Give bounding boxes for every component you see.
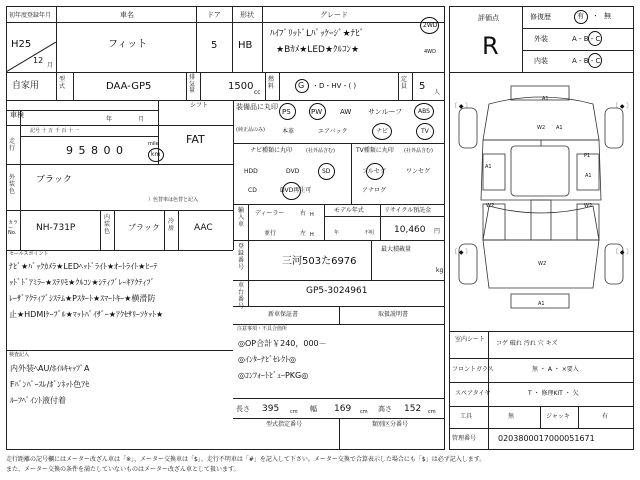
diag-w2-top: W2 xyxy=(537,125,546,131)
equip-tv: TV xyxy=(421,128,429,135)
first-reg-year: H25 xyxy=(11,39,32,50)
navi-sd: SD xyxy=(322,168,331,175)
displacement-label: 排気量 xyxy=(189,74,196,95)
diag-w2-left: W2 xyxy=(486,203,495,209)
notes-label: 注意事項・不具合箇所 xyxy=(237,326,288,332)
height-value: 152 xyxy=(404,404,422,414)
car-name-value: フィット xyxy=(108,39,148,50)
door-header: ドア xyxy=(207,11,221,19)
km-unit: km xyxy=(151,151,161,158)
diag-a1-bottom: A1 xyxy=(538,301,545,307)
model-label: 型式 xyxy=(59,76,66,90)
fuel-label: 燃料 xyxy=(268,76,275,90)
diag-w2-bottom: W2 xyxy=(538,261,547,267)
first-reg-header: 初年度登録年月 xyxy=(9,12,52,19)
class-number-label: 類別区分番号 xyxy=(372,421,409,428)
mgmt-number-label: 管理番号 xyxy=(452,435,477,442)
tools-value: 無 xyxy=(508,413,515,420)
grade-header: グレード xyxy=(320,11,348,19)
displacement-value: 1500 xyxy=(228,81,254,92)
mgmt-number-value: 0203800017000051671 xyxy=(498,434,595,443)
import-right: 右 xyxy=(300,210,307,217)
tv-analog: アナログ xyxy=(362,187,387,194)
footer-note-2: また、メーター交換の条件を満たしていないものはメーター改ざん車として扱います。 xyxy=(6,466,240,473)
color-code-label: カラーNo. xyxy=(8,220,19,236)
ac-label: 冷房 xyxy=(168,218,175,233)
sales-point-line-3: ﾚｰｻﾞｱｸﾃｨﾌﾞｼｽﾃﾑ★Pｽﾀｰﾄ★ｽﾏｰﾄｷｰ★横滑防 xyxy=(9,294,156,303)
equipment-sub: (純正品のみ) xyxy=(236,127,265,133)
drive-2wd: 2WD xyxy=(423,22,438,29)
notes-line-3: ◎ｺﾝﾌｫｰﾄﾋﾞｭｰPKG◎ xyxy=(238,371,309,380)
equip-sunroof: サンルーフ xyxy=(368,108,403,116)
tv-type-sub: (社外品含む) xyxy=(404,148,433,154)
grade-line-1: ﾊｲﾌﾞﾘｯﾄﾞLﾊﾟｯｹｰｼﾞ★ﾅﾋﾞ xyxy=(270,29,365,39)
equip-pw: PW xyxy=(311,108,323,116)
length-unit: cm xyxy=(290,409,298,415)
sales-point-line-4: 止★HDMIｹｰﾌﾞﾙ★ﾏｯﾄﾊﾞｲｻﾞｰ★ｱｸｾｻﾘｰｿｹｯﾄ★ xyxy=(9,310,164,319)
shape-value: HB xyxy=(238,40,253,51)
inspection-label: 車検 xyxy=(10,111,24,119)
equip-navi: ナビ xyxy=(376,128,389,135)
diag-a1-right: A1 xyxy=(585,173,592,179)
usage-value: 自家用 xyxy=(12,81,40,91)
model-year-label: モデル年式 xyxy=(334,207,364,214)
mileage-digits: 9 5 8 0 0 xyxy=(66,144,124,157)
reg-number-label: 登録番号 xyxy=(238,243,245,271)
jack-value: 有 xyxy=(602,413,609,420)
handle-right: H xyxy=(310,212,314,218)
color-label: 外装色 xyxy=(9,174,16,196)
sales-point-line-1: ﾅﾋﾞ★ﾊﾞｯｸｶﾒﾗ★LEDﾍｯﾄﾞﾗｲﾄ★ｵｰﾄﾗｲﾄ★ﾋｰﾃ xyxy=(9,262,158,271)
new-car-warranty: 新車保証書 xyxy=(268,311,299,318)
chassis-label: 車台番号 xyxy=(238,282,245,310)
model-year-unit: 年 xyxy=(334,230,340,236)
rating-label: 評価点 xyxy=(478,14,499,22)
equip-airbag: エアバック xyxy=(318,128,348,135)
repair-label: 修復歴 xyxy=(530,13,551,21)
model-value: DAA-GP5 xyxy=(106,81,152,92)
interior-b-circle xyxy=(588,53,602,68)
front-glass-label: フロントガラス xyxy=(452,366,494,373)
chassis-value: GP5-3024961 xyxy=(306,286,368,296)
ac-value: AAC xyxy=(194,223,213,233)
diag-bracket-tr: 〔 ◆ 〕 xyxy=(612,103,633,110)
grade-line-2: ★Bｶﾒ★LED★ｸﾙｺﾝ★ xyxy=(276,45,360,55)
equip-leather: 本革 xyxy=(282,128,295,135)
color-code-value: NH-731P xyxy=(36,223,76,233)
width-label: 幅 xyxy=(310,405,317,413)
height-label: 高さ xyxy=(378,405,392,413)
interior-sheet-items: コゲ 破れ 汚れ 穴 キズ xyxy=(496,340,558,347)
equip-ps: PS xyxy=(282,108,291,116)
footer-note-1: 走行距離の記号欄にはメーター改ざん車は「※」、メーター交換車は「$」、走行不明車は「#」を記入して下さい。メーター交換で合算表示した場合にも「$」は必ず記入します。 xyxy=(6,456,486,463)
color-change-note: ）色替車は色替と記入 xyxy=(148,197,199,203)
navi-type-title: ナビ種類に丸印 xyxy=(250,147,293,154)
import-label: 輸入車 xyxy=(238,207,245,228)
interior-color-value: ブラック xyxy=(128,223,160,232)
inspector-line-2: Fﾊﾞﾝﾊﾟｰｽﾚ/ﾎﾞﾝﾈｯﾄ色ｱｾ xyxy=(10,380,90,389)
door-value: 5 xyxy=(211,40,218,51)
length-value: 395 xyxy=(262,404,280,414)
spare-tire-value: T ・ 修理KIT ・ 欠 xyxy=(528,390,579,397)
jack-label: ジャッキ xyxy=(546,413,570,420)
notes-line-2: ◎ｲﾝﾀｰﾅﾋﾞｾﾚｸﾄ◎ xyxy=(238,355,296,364)
cc-unit: cc xyxy=(254,89,261,96)
notes-line-1: ◎OP合計￥240，000－ xyxy=(238,339,327,348)
type-number-label: 型式指定番号 xyxy=(266,421,303,428)
width-value: 169 xyxy=(334,404,352,414)
diag-a1-front: A1 xyxy=(556,125,563,131)
sales-points-label: セールスポイント xyxy=(9,251,49,257)
diag-bracket-br: 〔 ◆ 〕 xyxy=(612,249,633,256)
color-value: ブラック xyxy=(36,175,72,185)
month-unit: 月 xyxy=(47,62,54,69)
tools-label: 工具 xyxy=(460,413,473,420)
interior-color-label: 内装色 xyxy=(104,214,111,236)
handle-left: H xyxy=(310,232,314,238)
repair-no: 無 xyxy=(604,12,611,20)
diag-w2-right: W2 xyxy=(584,203,593,209)
repair-yes: 有 xyxy=(577,12,584,20)
import-dealer: ディーラー xyxy=(255,210,285,217)
exterior-label: 外装 xyxy=(534,35,548,43)
inspection-year: 年 xyxy=(106,116,113,123)
recycle-value: 10,460 xyxy=(394,225,426,235)
equip-abs: ABS xyxy=(418,108,430,115)
diag-a1-left: A1 xyxy=(485,164,492,170)
owner-manual: 取扱説明書 xyxy=(378,311,409,318)
import-parallel: 並行 xyxy=(264,230,277,237)
length-label: 長さ xyxy=(236,405,250,413)
car-damage-diagram xyxy=(449,80,634,330)
front-glass-value: 無 ・ A ・ ×要入 xyxy=(532,366,579,373)
inspector-line-3: ﾙｰﾌﾍﾟｲﾝﾄ液付着 xyxy=(10,396,66,405)
mileage-label: 走行 xyxy=(9,138,16,153)
inspection-month: 月 xyxy=(138,116,145,123)
equip-aw: AW xyxy=(340,108,352,116)
max-load-unit: kg xyxy=(436,267,444,274)
recycle-label: リサイクル預託金 xyxy=(384,207,432,214)
diag-bracket-tl: 〔 ◆ 〕 xyxy=(451,103,472,110)
inspector-label: 検査記入 xyxy=(9,352,30,358)
tv-type-title: TV種類に丸印 xyxy=(356,147,394,154)
diag-p1: P1 xyxy=(584,153,591,159)
model-year-unknown: 不明 xyxy=(364,230,375,236)
capacity-unit: 人 xyxy=(434,89,441,96)
interior-label: 内装 xyxy=(534,57,548,65)
fuel-options: ・D・HV・( ) xyxy=(312,82,357,90)
shift-value: FAT xyxy=(186,133,205,146)
exterior-b-circle xyxy=(588,31,602,46)
interior-grade: A - B - C xyxy=(572,57,601,65)
digit-header: 記号 十 万 千 百 十 一 xyxy=(30,128,80,134)
repair-dot: ・ xyxy=(592,12,599,20)
diag-a1-top: A1 xyxy=(542,96,549,102)
width-unit: cm xyxy=(360,409,368,415)
equipment-title: 装備品に丸印 xyxy=(236,103,278,111)
interior-sheet-label: 室内シート xyxy=(455,336,486,343)
mile-unit: mile xyxy=(148,141,159,147)
diag-bracket-bl: 〔 ◆ 〕 xyxy=(451,249,472,256)
first-reg-month: 12 xyxy=(33,56,44,65)
tv-oneseg: ワンセグ xyxy=(406,168,431,175)
navi-type-sub: (社外品含む) xyxy=(306,148,335,154)
spare-tire-label: スペアタイヤ xyxy=(455,390,491,397)
reg-number-value: 三河503た6976 xyxy=(282,256,357,267)
shift-label: シフト xyxy=(190,102,209,109)
car-name-header: 車名 xyxy=(120,11,134,19)
drive-4wd: 4WD xyxy=(424,49,436,55)
inspector-line-1: 内外装ﾍAU/ﾎｲﾙｷｬｯﾌﾟA xyxy=(10,364,90,373)
navi-cd: CD xyxy=(248,187,257,194)
navi-dvd: DVD xyxy=(286,168,300,175)
height-unit: cm xyxy=(428,409,436,415)
exterior-grade: A - B - C xyxy=(572,35,601,43)
capacity-label: 定員 xyxy=(401,76,408,90)
sales-point-line-2: ｯﾄﾞﾄﾞｱﾐﾗｰ★ｽﾃﾘﾓ★ｸﾙｺﾝ★ｼﾃｨﾌﾞﾚｰｷｱｸﾃｨﾌﾞ xyxy=(9,278,155,287)
max-load-label: 最大積載量 xyxy=(381,246,412,253)
navi-dvd-play: DVD再生可 xyxy=(280,187,312,194)
shape-header: 形状 xyxy=(240,11,254,19)
fuel-g: G xyxy=(298,81,305,90)
capacity-value: 5 xyxy=(419,81,426,92)
rating-value: R xyxy=(482,32,499,60)
import-left: 左 xyxy=(300,230,307,237)
navi-hdd: HDD xyxy=(244,168,258,175)
recycle-yen: 円 xyxy=(434,228,441,235)
tv-fullseg: フルセグ xyxy=(362,168,386,175)
